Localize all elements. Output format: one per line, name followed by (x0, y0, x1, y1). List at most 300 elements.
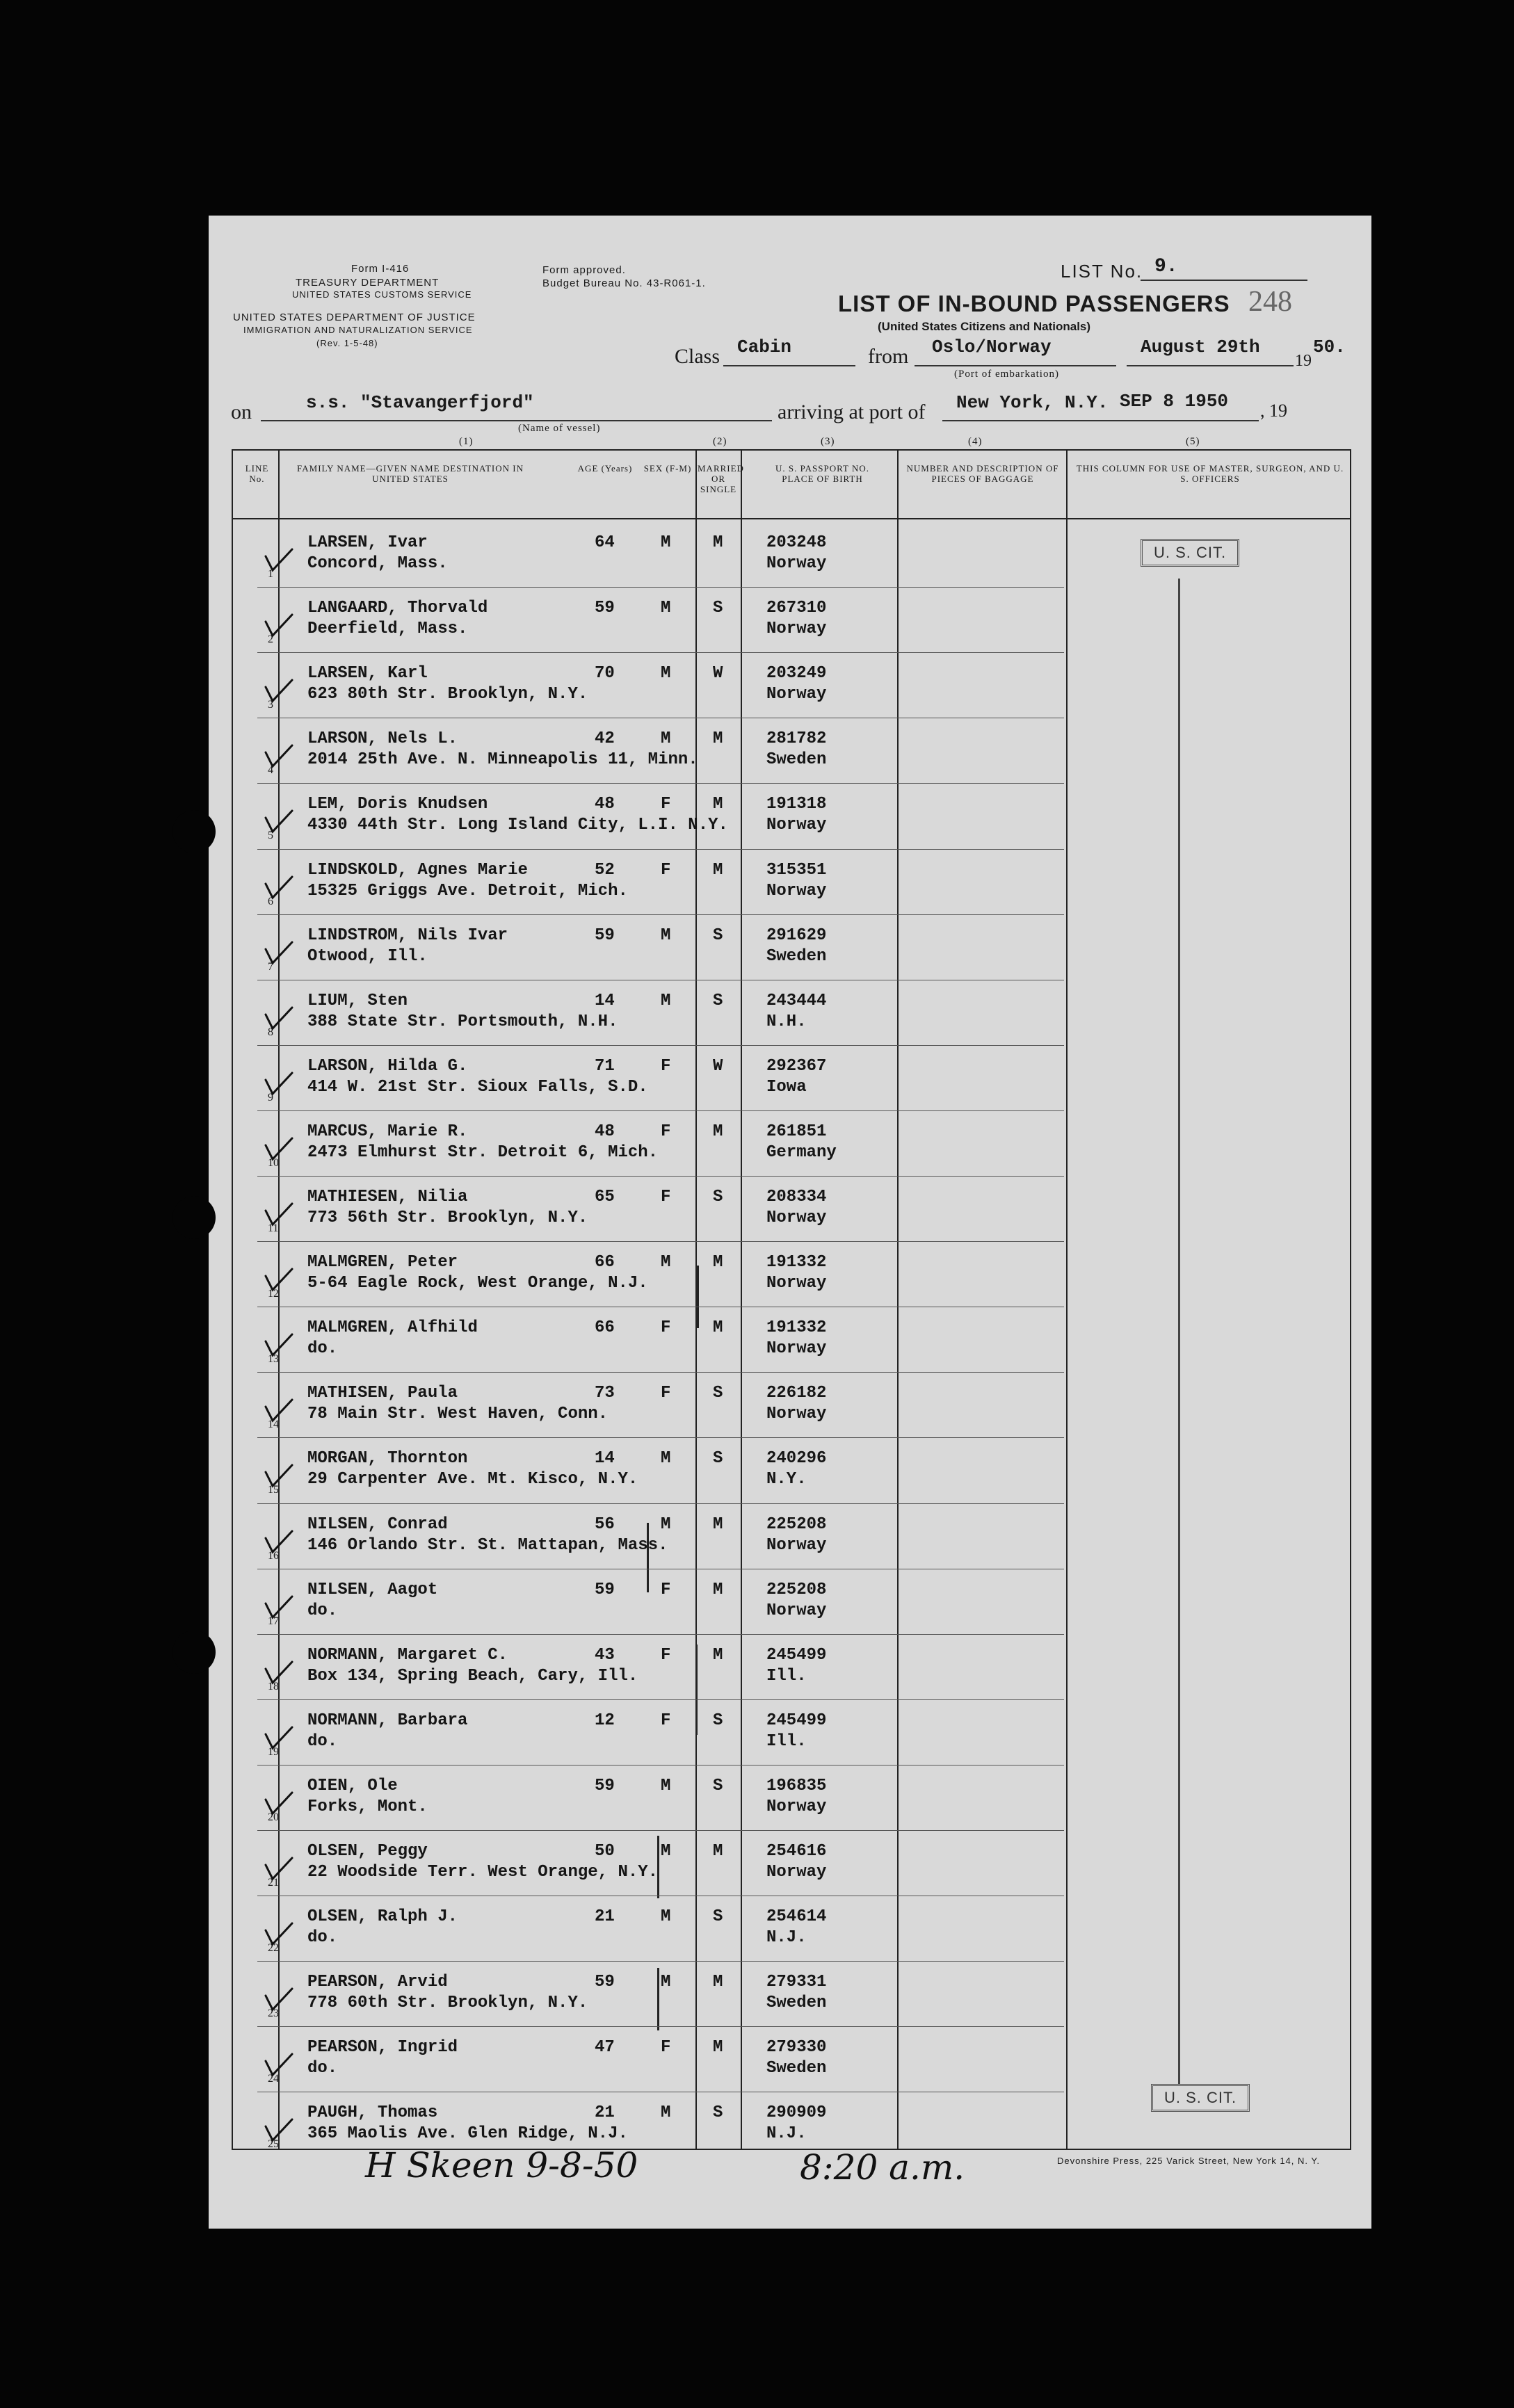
passport-number: 315351 (766, 860, 827, 880)
passenger-destination: do. (307, 1731, 338, 1751)
line-number: 21 (268, 1877, 279, 1889)
col-head-age: AGE (Years) (577, 463, 633, 474)
passenger-age: 65 (595, 1188, 615, 1206)
passenger-sex: F (661, 1318, 671, 1338)
place-of-birth: N.H. (766, 1012, 807, 1031)
passenger-sex: F (661, 2038, 671, 2058)
date-underline (1127, 365, 1294, 366)
passport-number: 203248 (766, 533, 827, 552)
col-head-sex: SEX (F-M) (643, 463, 692, 474)
row-divider (257, 1176, 1064, 1177)
passport-number: 225208 (766, 1580, 827, 1599)
passenger-sex: M (661, 599, 671, 618)
check-mark-icon (263, 1720, 295, 1752)
arriving-label: arriving at port of (778, 401, 926, 423)
col-head-married: MARRIED OR SINGLE (698, 463, 744, 494)
passenger-destination: 15325 Griggs Ave. Detroit, Mich. (307, 881, 628, 900)
passenger-name: LARSEN, Karl (307, 664, 428, 684)
row-divider (257, 1503, 1064, 1504)
passenger-sex: M (661, 1776, 671, 1795)
passenger-destination: 2014 25th Ave. N. Minneapolis 11, Minn. (307, 750, 698, 770)
line-number: 5 (268, 830, 273, 842)
place-of-birth: N.J. (766, 2124, 807, 2144)
passenger-destination: 623 80th Str. Brooklyn, N.Y. (307, 685, 588, 704)
passenger-destination: Forks, Mont. (307, 1797, 428, 1816)
passenger-age: 64 (595, 533, 615, 552)
passenger-sex: M (661, 664, 671, 684)
passenger-name: OLSEN, Ralph J. (307, 1907, 458, 1927)
list-no-label: LIST No. (1061, 261, 1143, 282)
passenger-name: MALMGREN, Alfhild (307, 1318, 478, 1338)
passenger-sex: M (661, 2103, 671, 2123)
passenger-destination: 773 56th Str. Brooklyn, N.Y. (307, 1209, 588, 1227)
from-value: Oslo/Norway (932, 337, 1052, 357)
passenger-sex: F (661, 1711, 671, 1730)
passenger-name: LEM, Doris Knudsen (307, 795, 488, 814)
passport-number: 267310 (766, 599, 827, 618)
passenger-age: 71 (595, 1056, 615, 1076)
punch-hole (172, 1196, 216, 1239)
line-number: 8 (268, 1026, 273, 1038)
place-of-birth: Ill. (766, 1666, 807, 1686)
passenger-destination: do. (307, 1339, 338, 1359)
passport-number: 292367 (766, 1056, 827, 1076)
vessel-caption: (Name of vessel) (518, 423, 601, 434)
passenger-marital: S (713, 1188, 723, 1206)
passenger-destination: 778 60th Str. Brooklyn, N.Y. (307, 1994, 588, 2013)
check-mark-icon (263, 1655, 295, 1687)
col-num-5: (5) (1186, 436, 1200, 447)
class-value: Cabin (737, 337, 792, 357)
check-mark-icon (263, 2112, 295, 2144)
passenger-sex: M (661, 1449, 671, 1469)
line-number: 4 (268, 764, 273, 777)
passenger-marital: S (713, 991, 723, 1010)
passenger-sex: F (661, 1188, 671, 1206)
check-mark-icon (263, 1066, 295, 1098)
line-number: 11 (268, 1222, 279, 1234)
col-head-baggage: NUMBER AND DESCRIPTION OF PIECES OF BAGGAGE (906, 463, 1059, 484)
line-number: 2 (268, 633, 273, 646)
passenger-destination: 365 Maolis Ave. Glen Ridge, N.J. (307, 2124, 628, 2144)
passenger-sex: F (661, 1122, 671, 1141)
line-number: 17 (268, 1615, 279, 1627)
punch-hole (172, 1631, 216, 1674)
treasury-dept: TREASURY DEPARTMENT (296, 277, 440, 289)
passenger-sex: F (661, 1580, 671, 1599)
inspector-signature: H Skeen 9-8-50 (365, 2145, 638, 2185)
place-of-birth: Norway (766, 1339, 827, 1359)
passenger-age: 73 (595, 1384, 615, 1403)
check-mark-icon (263, 1590, 295, 1622)
passenger-marital: M (713, 1580, 723, 1599)
place-of-birth: Norway (766, 1863, 827, 1882)
line-number: 20 (268, 1811, 279, 1823)
place-of-birth: N.J. (766, 1928, 807, 1948)
family-bracket (697, 1266, 699, 1328)
passport-number: 240296 (766, 1449, 827, 1469)
class-underline (723, 365, 855, 366)
passenger-destination: do. (307, 1601, 338, 1620)
passenger-name: PAUGH, Thomas (307, 2103, 438, 2123)
passenger-destination: 29 Carpenter Ave. Mt. Kisco, N.Y. (307, 1470, 638, 1489)
line-number: 25 (268, 2138, 279, 2151)
passenger-marital: M (713, 2038, 723, 2058)
passenger-age: 12 (595, 1711, 615, 1730)
row-divider (257, 1634, 1064, 1635)
date-value: August 29th (1141, 337, 1260, 357)
passport-number: 191332 (766, 1318, 827, 1338)
passenger-age: 66 (595, 1253, 615, 1272)
passenger-marital: S (713, 1907, 723, 1927)
passenger-sex: M (661, 729, 671, 749)
passenger-destination: 78 Main Str. West Haven, Conn. (307, 1405, 609, 1424)
col-head-officers: THIS COLUMN FOR USE OF MASTER, SURGEON, AND U. S. OFFICERS (1076, 463, 1344, 484)
table-header-divider (232, 518, 1351, 519)
passenger-marital: W (713, 664, 723, 684)
passenger-sex: M (661, 1842, 671, 1861)
year2: , 19 (1260, 401, 1287, 421)
vessel-underline (261, 420, 772, 421)
passenger-name: PEARSON, Ingrid (307, 2038, 458, 2058)
passenger-name: MALMGREN, Peter (307, 1253, 458, 1272)
passenger-age: 59 (595, 1973, 615, 1992)
passenger-name: LIUM, Sten (307, 991, 408, 1010)
row-divider (257, 587, 1064, 588)
passenger-marital: M (713, 1514, 723, 1534)
passenger-age: 70 (595, 664, 615, 684)
row-divider (257, 1372, 1064, 1373)
check-mark-icon (263, 1327, 295, 1359)
arrival-time: 8:20 a.m. (800, 2147, 965, 2188)
check-mark-icon (263, 1786, 295, 1818)
passenger-marital: S (713, 2103, 723, 2123)
passenger-age: 48 (595, 1122, 615, 1141)
line-number: 16 (268, 1549, 279, 1562)
line-number: 6 (268, 895, 273, 907)
check-mark-icon (263, 1131, 295, 1163)
passport-number: 225208 (766, 1514, 827, 1534)
passenger-table (232, 449, 1351, 2150)
passport-number: 291629 (766, 926, 827, 945)
family-bracket (647, 1523, 649, 1592)
punch-hole (172, 810, 216, 853)
list-no-value: 9. (1154, 256, 1178, 277)
passenger-destination: do. (307, 1928, 338, 1948)
check-mark-icon (263, 1001, 295, 1033)
col-head-name: FAMILY NAME—GIVEN NAME DESTINATION IN UNITED STATES (296, 463, 524, 484)
passenger-destination: do. (307, 2059, 338, 2078)
passenger-sex: M (661, 991, 671, 1010)
line-number: 12 (268, 1288, 279, 1300)
line-number: 23 (268, 2007, 279, 2020)
class-label: Class (675, 345, 720, 368)
passport-number: 279330 (766, 2038, 827, 2058)
check-mark-icon (263, 935, 295, 967)
row-divider (257, 1830, 1064, 1831)
passport-number: 290909 (766, 2103, 827, 2123)
row-divider (257, 1045, 1064, 1046)
line-number: 14 (268, 1419, 279, 1431)
from-label: from (868, 345, 909, 368)
passenger-destination: 4330 44th Str. Long Island City, L.I. N.Y. (307, 816, 728, 835)
line-number: 7 (268, 960, 273, 973)
passport-number: 245499 (766, 1645, 827, 1665)
col-num-4: (4) (968, 436, 983, 447)
passenger-name: NORMANN, Margaret C. (307, 1645, 508, 1665)
form-subtitle: (United States Citizens and Nationals) (878, 320, 1091, 333)
passenger-age: 59 (595, 1580, 615, 1599)
row-divider (257, 1699, 1064, 1700)
col-num-2: (2) (713, 436, 727, 447)
row-divider (257, 783, 1064, 784)
passenger-age: 66 (595, 1318, 615, 1338)
passport-number: 281782 (766, 729, 827, 749)
vessel-value: s.s. "Stavangerfjord" (306, 392, 534, 413)
passenger-destination: 22 Woodside Terr. West Orange, N.Y. (307, 1863, 659, 1882)
passenger-name: MORGAN, Thornton (307, 1449, 468, 1469)
passenger-name: OLSEN, Peggy (307, 1842, 428, 1861)
justice-dept: UNITED STATES DEPARTMENT OF JUSTICE (233, 312, 476, 323)
place-of-birth: Norway (766, 881, 827, 900)
place-of-birth: Norway (766, 1535, 827, 1555)
place-of-birth: Sweden (766, 946, 827, 966)
passenger-marital: M (713, 1253, 723, 1272)
passenger-age: 21 (595, 2103, 615, 2123)
passenger-marital: S (713, 1449, 723, 1469)
passport-number: 191318 (766, 795, 827, 814)
year-value: 50. (1313, 337, 1346, 357)
passenger-marital: S (713, 599, 723, 618)
check-mark-icon (263, 1982, 295, 2014)
col-head-passport: U. S. PASSPORT NO. PLACE OF BIRTH (775, 463, 869, 484)
passport-number: 203249 (766, 664, 827, 684)
check-mark-icon (263, 1393, 295, 1425)
ins-service: IMMIGRATION AND NATURALIZATION SERVICE (243, 325, 473, 335)
passenger-name: LINDSKOLD, Agnes Marie (307, 860, 528, 880)
check-mark-icon (263, 1524, 295, 1556)
passport-number: 208334 (766, 1188, 827, 1206)
passenger-sex: M (661, 1253, 671, 1272)
passenger-age: 42 (595, 729, 615, 749)
from-underline (915, 365, 1116, 366)
passenger-age: 59 (595, 599, 615, 618)
passport-number: 254614 (766, 1907, 827, 1927)
passenger-marital: M (713, 1973, 723, 1992)
passenger-name: MARCUS, Marie R. (307, 1122, 468, 1141)
passenger-marital: M (713, 729, 723, 749)
line-number: 1 (268, 568, 273, 580)
arrival-date-stamp: SEP 8 1950 (1120, 391, 1229, 412)
passenger-name: MATHIESEN, Nilia (307, 1188, 468, 1206)
printer-imprint: Devonshire Press, 225 Varick Street, New York 14, N. Y. (1057, 2156, 1320, 2166)
place-of-birth: Norway (766, 1405, 827, 1424)
passport-number: 226182 (766, 1384, 827, 1403)
place-of-birth: Germany (766, 1142, 837, 1162)
row-divider (257, 1241, 1064, 1242)
passenger-sex: M (661, 1907, 671, 1927)
passenger-age: 50 (595, 1842, 615, 1861)
line-number: 22 (268, 1942, 279, 1955)
place-of-birth: N.Y. (766, 1470, 807, 1489)
passenger-sex: F (661, 1384, 671, 1403)
family-bracket (695, 1645, 698, 1735)
check-mark-icon (263, 608, 295, 640)
passenger-sex: F (661, 860, 671, 880)
line-number: 19 (268, 1745, 279, 1758)
place-of-birth: Ill. (766, 1731, 807, 1751)
passenger-age: 14 (595, 1449, 615, 1469)
col-num-3: (3) (821, 436, 835, 447)
passport-number: 245499 (766, 1711, 827, 1730)
passenger-marital: S (713, 1776, 723, 1795)
check-mark-icon (263, 738, 295, 770)
passenger-age: 14 (595, 991, 615, 1010)
passport-number: 196835 (766, 1776, 827, 1795)
passport-number: 261851 (766, 1122, 827, 1141)
page-number: 248 (1248, 286, 1292, 318)
passenger-marital: M (713, 860, 723, 880)
budget-bureau: Budget Bureau No. 43-R061-1. (542, 277, 706, 289)
place-of-birth: Sweden (766, 750, 827, 770)
row-divider (257, 1437, 1064, 1438)
row-divider (257, 849, 1064, 850)
passenger-sex: F (661, 1056, 671, 1076)
col-num-1: (1) (459, 436, 474, 447)
line-number: 13 (268, 1353, 279, 1366)
port-embark-caption: (Port of embarkation) (954, 369, 1059, 380)
passenger-age: 48 (595, 795, 615, 814)
place-of-birth: Norway (766, 816, 827, 835)
place-of-birth: Norway (766, 685, 827, 704)
passenger-sex: M (661, 533, 671, 552)
row-divider (257, 2026, 1064, 2027)
row-divider (257, 1110, 1064, 1111)
passenger-destination: 414 W. 21st Str. Sioux Falls, S.D. (307, 1077, 648, 1097)
passenger-marital: M (713, 1842, 723, 1861)
line-number: 3 (268, 699, 273, 711)
passenger-marital: M (713, 1122, 723, 1141)
passenger-name: NILSEN, Conrad (307, 1514, 448, 1534)
passenger-age: 52 (595, 860, 615, 880)
passenger-age: 47 (595, 2038, 615, 2058)
passenger-name: LARSEN, Ivar (307, 533, 428, 552)
passenger-name: LANGAARD, Thorvald (307, 599, 488, 618)
passenger-marital: M (713, 1645, 723, 1665)
passenger-sex: F (661, 1645, 671, 1665)
passenger-name: LARSON, Hilda G. (307, 1056, 468, 1076)
place-of-birth: Sweden (766, 2059, 827, 2078)
passenger-age: 43 (595, 1645, 615, 1665)
arrival-port: New York, N.Y. (956, 392, 1109, 413)
place-of-birth: Iowa (766, 1077, 807, 1097)
passenger-name: LARSON, Nels L. (307, 729, 458, 749)
passenger-destination: 146 Orlando Str. St. Mattapan, Mass. (307, 1535, 668, 1555)
customs-service: UNITED STATES CUSTOMS SERVICE (292, 289, 472, 300)
check-mark-icon (263, 804, 295, 836)
place-of-birth: Sweden (766, 1994, 827, 2013)
passenger-age: 21 (595, 1907, 615, 1927)
family-bracket (657, 1968, 659, 2030)
passport-number: 191332 (766, 1253, 827, 1272)
list-no-underline (1141, 280, 1307, 281)
passenger-destination: 5-64 Eagle Rock, West Orange, N.J. (307, 1274, 648, 1293)
passenger-marital: M (713, 1318, 723, 1338)
passport-number: 254616 (766, 1842, 827, 1861)
us-citizen-stamp: U. S. CIT. (1141, 539, 1239, 567)
year-prefix: 19 (1295, 352, 1312, 370)
row-divider (257, 652, 1064, 653)
passenger-marital: M (713, 795, 723, 814)
check-mark-icon (263, 1262, 295, 1294)
check-mark-icon (263, 1916, 295, 1948)
place-of-birth: Norway (766, 1797, 827, 1816)
form-title: LIST OF IN-BOUND PASSENGERS (838, 291, 1230, 316)
passenger-age: 59 (595, 926, 615, 945)
check-mark-icon (263, 542, 295, 574)
line-number: 10 (268, 1156, 279, 1169)
line-number: 15 (268, 1484, 279, 1496)
passenger-sex: M (661, 1514, 671, 1534)
check-mark-icon (263, 2047, 295, 2079)
passenger-marital: S (713, 1384, 723, 1403)
passenger-destination: Concord, Mass. (307, 554, 448, 573)
check-mark-icon (263, 1851, 295, 1883)
row-divider (257, 914, 1064, 915)
passenger-name: LINDSTROM, Nils Ivar (307, 926, 508, 945)
passenger-name: PEARSON, Arvid (307, 1973, 448, 1992)
passenger-age: 59 (595, 1776, 615, 1795)
check-mark-icon (263, 1197, 295, 1229)
check-mark-icon (263, 870, 295, 902)
ditto-line (1178, 579, 1180, 2084)
passenger-sex: F (661, 795, 671, 814)
form-approved: Form approved. (542, 264, 626, 276)
col-head-line: LINE No. (245, 463, 269, 484)
passenger-destination: 2473 Elmhurst Str. Detroit 6, Mich. (307, 1142, 659, 1162)
passenger-marital: M (713, 533, 723, 552)
revision-date: (Rev. 1-5-48) (316, 338, 378, 348)
line-number: 24 (268, 2073, 279, 2085)
on-label: on (231, 401, 252, 423)
passenger-destination: Otwood, Ill. (307, 946, 428, 966)
passenger-destination: 388 State Str. Portsmouth, N.H. (307, 1012, 618, 1031)
passenger-name: MATHISEN, Paula (307, 1384, 458, 1403)
passport-number: 243444 (766, 991, 827, 1010)
passenger-name: NORMANN, Barbara (307, 1711, 468, 1730)
col-divider (741, 449, 742, 2149)
passenger-sex: M (661, 1973, 671, 1992)
place-of-birth: Norway (766, 1209, 827, 1227)
passenger-destination: Box 134, Spring Beach, Cary, Ill. (307, 1666, 638, 1686)
passenger-sex: M (661, 926, 671, 945)
place-of-birth: Norway (766, 1601, 827, 1620)
form-number: Form I-416 (351, 263, 410, 275)
col-divider (1066, 449, 1068, 2149)
us-citizen-stamp: U. S. CIT. (1151, 2084, 1250, 2112)
place-of-birth: Norway (766, 620, 827, 639)
place-of-birth: Norway (766, 1274, 827, 1293)
col-divider (897, 449, 899, 2149)
place-of-birth: Norway (766, 554, 827, 573)
passenger-marital: W (713, 1056, 723, 1076)
passenger-name: OIEN, Ole (307, 1776, 398, 1795)
passenger-destination: Deerfield, Mass. (307, 620, 468, 639)
arrival-underline (942, 420, 1259, 421)
line-number: 9 (268, 1091, 273, 1104)
passport-number: 279331 (766, 1973, 827, 1992)
passenger-name: NILSEN, Aagot (307, 1580, 438, 1599)
